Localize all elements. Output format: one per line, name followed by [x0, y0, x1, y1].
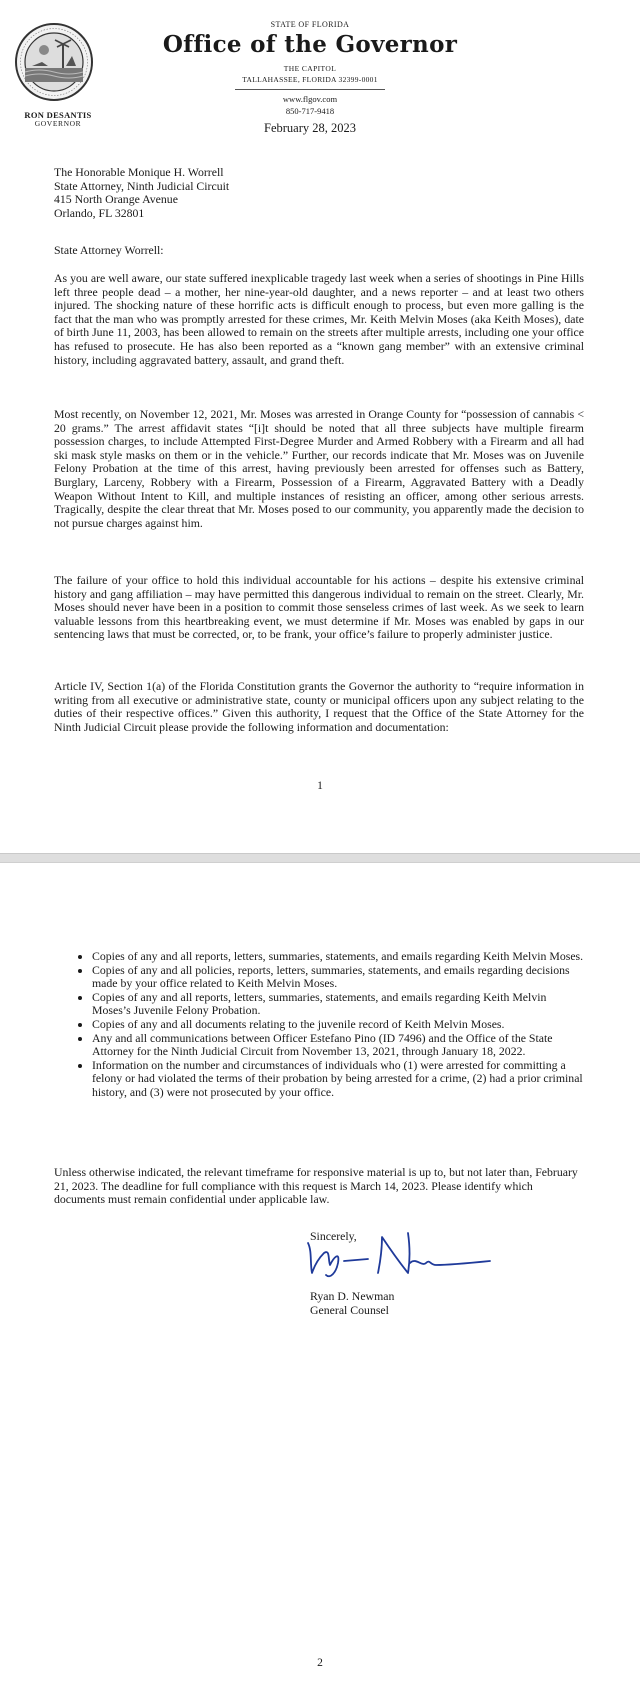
letterhead-address: TALLAHASSEE, FLORIDA 32399-0001 [242, 75, 378, 84]
body-paragraph: Article IV, Section 1(a) of the Florida Constitution grants the Governor the authority to “require information in writing from all executive or administrative state, county or municipal officers upon any subject relating to the duties of their respective offices.” Given this authority, I request that the Office of the State Attorney for the Ninth Judicial Circuit please provide the following information and documentation: [54, 679, 584, 734]
request-list-item: • Information on the number and circumstances of individuals who (1) were arrested for committing a felony or had violated the terms of their probation by being arrested for a crime, (2) had a prior criminal history, and (3) were not prosecuted by your office. [92, 1059, 584, 1100]
page-number: 1 [317, 780, 323, 792]
governor-name: RON DESANTIS [24, 110, 92, 120]
body-paragraph: As you are well aware, our state suffered inexplicable tragedy last week when a series of shootings in Pine Hills left three people dead – a mother, her nine-year-old daughter, and a news reporter – and at least two others injured. The shocking nature of these horrific acts is difficult enough to process, but even more galling is the fact that the man who was promptly arrested for these crimes, Mr. Keith Melvin Moses (aka Keith Moses), date of birth June 11, 2003, has been allowed to remain on the streets after multiple arrests, including one your office has refused to prosecute. He has also been reported as a “known gang member” with an extensive criminal history, including aggravated battery, assault, and grand theft. [54, 271, 584, 367]
request-list [54, 950, 584, 1100]
recipient-line: Orlando, FL 32801 [54, 205, 145, 220]
request-list-item: • Copies of any and all reports, letters, summaries, statements, and emails regarding Keith Melvin Moses. [92, 950, 584, 964]
salutation: State Attorney Worrell: [54, 243, 164, 257]
body-paragraph: Most recently, on November 12, 2021, Mr. Moses was arrested in Orange County for “possession of cannabis < 20 grams.” The arrest affidavit states “[i]t should be noted that all three subjects have multiple firearm possession charges, to include Attempted First-Degree Murder and Armed Robbery with a Firearm and all had ski mask style masks on them or in the vehicle.” Further, our records indicate that Mr. Moses was on Juvenile Felony Probation at the time of this arrest, having previously been arrested for offenses such as Battery, Burglary, Larceny, Robbery with a Firearm, Possession of a Firearm, Aggravated Battery with a Deadly Weapon Without Intent to Kill, and multiple instances of resisting an officer, among other serious arrests. Tragically, despite the clear threat that Mr. Moses posed to our community, you apparently made the decision to not pursue charges against him. [54, 407, 584, 530]
request-list-item: • Copies of any and all policies, reports, letters, summaries, statements, and emails regarding decisions made by your office related to Keith Melvin Moses. [92, 964, 584, 991]
state-seal-icon [14, 22, 94, 102]
letter-page-2 [0, 863, 640, 1693]
governor-title: GOVERNOR [34, 119, 82, 128]
letterhead-state: STATE OF FLORIDA [270, 20, 350, 29]
body-paragraph: The failure of your office to hold this individual accountable for his actions – despite his extensive criminal history and gang affiliation – may have permitted this dangerous individual to remain on the street. Clearly, Mr. Moses should never have been in a position to commit those senseless crimes of last week. As we seek to learn valuable lessons from this heartbreaking event, we must determine if Mr. Moses was enabled by gaps in our sentencing laws that must be corrected, or, to be frank, your office’s failure to properly administer justice. [54, 573, 584, 642]
letterhead-phone: 850-717-9418 [285, 106, 335, 116]
page-number: 2 [317, 1657, 323, 1669]
recipient-line: 415 North Orange Avenue [54, 192, 178, 207]
letterhead-divider [235, 89, 385, 90]
letter-date: February 28, 2023 [264, 121, 356, 135]
handwritten-signature [300, 1223, 500, 1283]
signer-title: General Counsel [310, 1303, 389, 1317]
request-list-item: • Any and all communications between Officer Estefano Pino (ID 7496) and the Office of the State Attorney for the Ninth Judicial Circuit from November 13, 2021, through January 18, 2022. [92, 1032, 584, 1059]
recipient-address [54, 166, 584, 220]
letterhead-website: www.flgov.com [282, 94, 338, 104]
closing-paragraph: Unless otherwise indicated, the relevant timeframe for responsive material is up to, but not later than, February 21, 2023. The deadline for full compliance with this request is March 14, 2023. Please identify which documents must remain confidential under applicable law. [54, 1165, 578, 1207]
recipient-line: The Honorable Monique H. Worrell [54, 165, 224, 179]
request-list-item: • Copies of any and all reports, letters, summaries, statements, and emails regarding Keith Melvin Moses’s Juvenile Felony Probation. [92, 991, 584, 1018]
page-separator [0, 853, 640, 863]
signer-name: Ryan D. Newman [310, 1289, 395, 1303]
letterhead-capitol: THE CAPITOL [283, 64, 337, 73]
letterhead-office-title: Office of the Governor [162, 31, 458, 58]
recipient-line: State Attorney, Ninth Judicial Circuit [54, 178, 230, 193]
request-list-item: • Copies of any and all documents relating to the juvenile record of Keith Melvin Moses. [92, 1018, 584, 1032]
sign-off: Sincerely, [310, 1229, 357, 1243]
